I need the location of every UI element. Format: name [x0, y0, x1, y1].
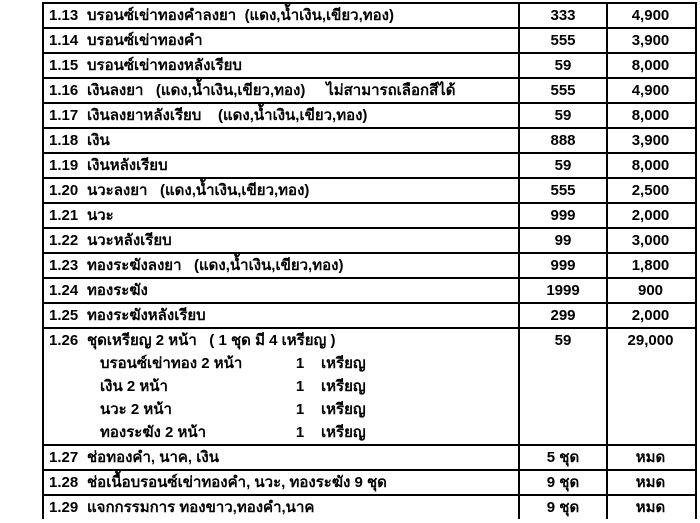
row-label: ทองระฆัง [87, 282, 148, 299]
row-price: 8,000 [631, 107, 670, 124]
row-qty: 59 [520, 104, 608, 127]
row-qty: 555 [520, 179, 608, 202]
row-id: 1.25 [49, 307, 79, 324]
row-price: หมด [635, 499, 666, 516]
row-qty: 555 [520, 79, 608, 102]
row-id: 1.14 [49, 32, 79, 49]
row-qty: 59 [520, 329, 608, 444]
row-label: บรอนซ์เข่าทองคำ [87, 32, 203, 49]
row-qty: 99 [520, 229, 608, 252]
table-row [44, 446, 695, 471]
table-row [44, 254, 695, 279]
table-row [44, 79, 695, 104]
row-id: 1.19 [49, 157, 79, 174]
row-price: 29,000 [627, 332, 674, 349]
row-id: 1.22 [49, 232, 79, 249]
table-row [44, 4, 695, 29]
row-id: 1.18 [49, 132, 79, 149]
row-id: 1.21 [49, 207, 79, 224]
table-row [44, 204, 695, 229]
set-item-unit: เหรียญ [321, 378, 366, 395]
row-price: 1,800 [631, 257, 670, 274]
table-row [44, 471, 695, 496]
row-label: เงิน [87, 132, 110, 149]
row-qty: 59 [520, 54, 608, 77]
table-row [44, 54, 695, 79]
row-label: ช่อเนื้อบรอนซ์เข่าทองคำ, นวะ, ทองระฆัง 9 ชุด [87, 474, 387, 491]
row-qty: 5 ชุด [520, 446, 608, 469]
set-item-unit: เหรียญ [321, 355, 366, 372]
row-qty: 9 ชุด [520, 471, 608, 494]
set-item [44, 352, 518, 375]
table-row [44, 179, 695, 204]
row-price: 3,900 [631, 132, 670, 149]
table-row [44, 104, 695, 129]
row-id: 1.29 [49, 499, 79, 516]
row-price: 3,000 [631, 232, 670, 249]
row-qty: 1999 [520, 279, 608, 302]
row-price: 900 [637, 282, 664, 299]
table-row [44, 229, 695, 254]
row-id: 1.13 [49, 7, 79, 24]
set-item-count: 1 [295, 424, 305, 441]
row-label: นวะลงยา (แดง,น้ำเงิน,เขียว,ทอง) [87, 182, 310, 199]
set-item-unit: เหรียญ [321, 424, 366, 441]
table-row-set [44, 329, 695, 446]
table-row [44, 129, 695, 154]
table-row [44, 496, 695, 519]
row-price: 2,000 [631, 307, 670, 324]
row-price: หมด [635, 449, 666, 466]
row-label: ชุดเหรียญ 2 หน้า ( 1 ชุด มี 4 เหรียญ ) [87, 332, 336, 349]
row-label: แจกกรรมการ ทองขาว,ทองคำ,นาค [87, 499, 315, 516]
row-price: 3,900 [631, 32, 670, 49]
row-label: นวะ [87, 207, 114, 224]
row-price: 2,500 [631, 182, 670, 199]
row-id: 1.27 [49, 449, 79, 466]
set-item [44, 398, 518, 421]
row-id: 1.20 [49, 182, 79, 199]
row-qty: 299 [520, 304, 608, 327]
set-item-name: บรอนซ์เข่าทอง 2 หน้า [100, 355, 243, 372]
row-price: หมด [635, 474, 666, 491]
set-item-unit: เหรียญ [321, 401, 366, 418]
row-id: 1.26 [49, 332, 79, 349]
row-id: 1.17 [49, 107, 79, 124]
row-label: เงินหลังเรียบ [87, 157, 168, 174]
row-price: 8,000 [631, 57, 670, 74]
row-qty: 999 [520, 254, 608, 277]
row-id: 1.24 [49, 282, 79, 299]
table-row [44, 279, 695, 304]
row-id: 1.15 [49, 57, 79, 74]
row-price: 4,900 [631, 82, 670, 99]
row-qty: 59 [520, 154, 608, 177]
row-label: เงินลงยา (แดง,น้ำเงิน,เขียว,ทอง) ไม่สามารถเลือกสีได้ [87, 82, 456, 99]
row-id: 1.23 [49, 257, 79, 274]
row-label: นวะหลังเรียบ [87, 232, 172, 249]
row-id: 1.16 [49, 82, 79, 99]
row-label: บรอนซ์เข่าทองหลังเรียบ [87, 57, 242, 74]
set-item [44, 421, 518, 444]
row-label: เงินลงยาหลังเรียบ (แดง,น้ำเงิน,เขียว,ทอง) [87, 107, 368, 124]
table-row [44, 154, 695, 179]
set-item-name: เงิน 2 หน้า [100, 378, 168, 395]
table-row [44, 29, 695, 54]
row-label: ช่อทองคำ, นาค, เงิน [87, 449, 219, 466]
set-item-count: 1 [295, 355, 305, 372]
row-qty: 555 [520, 29, 608, 52]
row-qty: 888 [520, 129, 608, 152]
row-qty: 333 [520, 4, 608, 27]
set-item-count: 1 [295, 378, 305, 395]
row-price: 4,900 [631, 7, 670, 24]
set-item [44, 375, 518, 398]
row-label: ทองระฆังลงยา (แดง,น้ำเงิน,เขียว,ทอง) [87, 257, 344, 274]
row-qty: 999 [520, 204, 608, 227]
set-item-name: ทองระฆัง 2 หน้า [100, 424, 207, 441]
row-qty: 9 ชุด [520, 496, 608, 519]
set-item-name: นวะ 2 หน้า [100, 401, 172, 418]
row-id: 1.28 [49, 474, 79, 491]
row-price: 2,000 [631, 207, 670, 224]
row-label: ทองระฆังหลังเรียบ [87, 307, 206, 324]
table-row [44, 304, 695, 329]
price-table [42, 2, 697, 519]
row-label: บรอนซ์เข่าทองคำลงยา (แดง,น้ำเงิน,เขียว,ทอง) [87, 7, 394, 24]
set-item-count: 1 [295, 401, 305, 418]
row-price: 8,000 [631, 157, 670, 174]
